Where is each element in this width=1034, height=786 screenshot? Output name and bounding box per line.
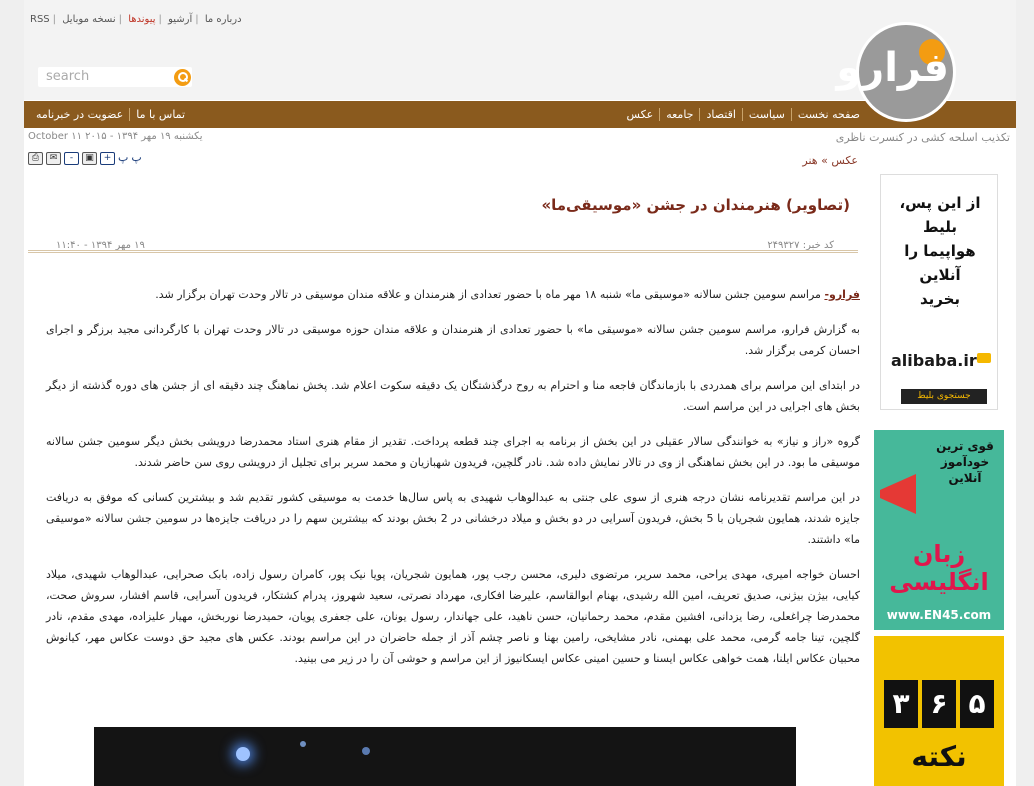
article-tools xyxy=(28,152,142,165)
email-icon[interactable]: ✉ xyxy=(46,152,61,165)
article-date: ۱۹ مهر ۱۳۹۴ - ۱۱:۴۰ xyxy=(56,240,145,251)
ad-line: انگلیسی xyxy=(889,568,989,596)
save-icon[interactable]: ▣ xyxy=(82,152,97,165)
breadcrumb[interactable]: عکس » هنر xyxy=(802,154,858,167)
font-increase-button[interactable]: + xyxy=(100,152,115,165)
ad-line: بخرید xyxy=(919,290,961,308)
article-paragraph: به گزارش فرارو، مراسم سومین جشن سالانه «موسیقی ما» با حضور تعدادی از هنرمندان و علاقه مندان حوزه موسیقی در تالار وحدت تهران با کارگردانی مجید برزگر و اجرای احسان کرمی برگزار شد. xyxy=(46,323,860,357)
search-input[interactable]: search xyxy=(38,67,192,87)
photo-light xyxy=(300,741,306,747)
lead-text: مراسم سومین جشن سالانه «موسیقی ما» شنبه ۱۸ مهر ماه با حضور تعدادی از هنرمندان و علاقه مندان موسیقی در تالار وحدت تهران برگزار شد. xyxy=(155,288,825,301)
ad-line: خودآموز xyxy=(940,455,990,469)
top-link-rss[interactable]: RSS xyxy=(30,14,50,25)
ad-english-head xyxy=(930,438,1000,486)
print-icon[interactable]: ⎙ xyxy=(28,152,43,165)
article-photo[interactable] xyxy=(94,727,796,786)
current-date: یکشنبه ۱۹ مهر ۱۳۹۴ - ۲۰۱۵ ۱۱ October xyxy=(28,131,203,142)
article-title: (تصاویر) هنرمندان در جشن «موسیقی‌ما» xyxy=(541,196,850,214)
article-paragraph: در ابتدای این مراسم برای همدردی با بازماندگان فاجعه منا و احترام به روح درگذشتگان یک دقیقه سکوت اعلام شد. پخش نماهنگ چند دقیقه ای از جشن های دوره گذشته از دیگر بخش های اجرایی در این مراسم است. xyxy=(46,379,860,413)
nav-item-politics[interactable]: سیاست xyxy=(742,108,791,121)
font-decrease-button[interactable]: - xyxy=(64,152,79,165)
sub-bar xyxy=(24,128,1016,148)
sidebar-ads xyxy=(874,130,1010,786)
lead-source[interactable]: فرارو- xyxy=(824,288,860,301)
article-paragraph: در این مراسم تقدیرنامه نشان درجه هنری از سوی علی جنتی به عبدالوهاب شهیدی به پاس سال‌ها خدمت به موسیقی کشور تقدیم شد و بیشترین کسانی که موفق به دریافت جایزه شدند، همایون شجریان با 5 بخش، فریدون آسرایی در دو بخش و میلاد درخشانی در 2 بخش بودند که بیشترین سهم را در دریافت جایزه‌ها در سومین جشن سالانه «موسیقی ما» داشتند. xyxy=(46,491,860,546)
nav-main xyxy=(621,101,866,128)
news-id: کد خبر: ۲۴۹۳۲۷ xyxy=(767,240,834,251)
search-icon[interactable] xyxy=(174,69,191,86)
font-label-small: پ xyxy=(131,151,142,164)
megaphone-icon xyxy=(880,474,916,514)
nav-item-home[interactable]: صفحه نخست xyxy=(791,108,866,121)
ad-line: آنلاین xyxy=(919,266,961,284)
ad-alibaba-text xyxy=(881,191,999,311)
left-gutter xyxy=(0,0,24,786)
ad-365-text: نکته xyxy=(911,740,967,773)
top-link-archive[interactable]: آرشیو xyxy=(168,14,193,25)
nav-item-photo[interactable]: عکس xyxy=(626,108,654,121)
top-link-mobile[interactable]: نسخه موبایل xyxy=(62,14,116,25)
nav-item-economy[interactable]: اقتصاد xyxy=(699,108,741,121)
separator: | xyxy=(158,14,162,25)
lead-paragraph xyxy=(46,284,860,305)
ad-digit: ۶ xyxy=(922,680,956,728)
photo-light xyxy=(236,747,250,761)
main-navbar xyxy=(24,101,1016,128)
article-paragraph: احسان خواجه امیری، مهدی یراحی، محمد سریر، مرتضوی دلیری، محسن رجب پور، همایون شجریان، پویا نیک پور، کامران رسول زاده، بابک صحرایی، عبدالوهاب شهیدی، میلاد کیایی، بیژن بیژنی، صدیق تعریف، امین الله رشیدی، بهنام ابوالقاسم، علیرضا افکاری، مهرداد نصرتی، سعید شهروز، پدرام کشتکار، فریدون آسرایی، قاسم افشار، سروش صحت، محمدرضا چراغعلی، رضا یزدانی، افشین مقدم، محمد رحمانیان، حسن ناهید، علی جهاندار، رسول یونان، علی جعفری پویان، حمیدرضا نوربخش، مهیار علیزاده، مهدی مقدم، نادر گلچین، تینا جامه گرمی، محمد علی بهمنی، نادر مشایخی، رامین بهنا و ناصر چشم آذر از جمله حاضران در این مراسم بودند. عکس های مجید حق دوست عکاس مهر، کیانوش محبیان عکاس ایلنا، همت خواهی عکاس ایسنا و حسین امینی عکاس ایسکانیوز از این مراسم و حوشی آن را در زیر می بینید. xyxy=(46,568,860,665)
ad-digit: ۳ xyxy=(884,680,918,728)
divider xyxy=(28,250,858,253)
ad-line: از این پس، xyxy=(899,194,981,212)
page xyxy=(24,0,1016,786)
top-links xyxy=(30,14,242,25)
ad-english-url: www.EN45.com xyxy=(886,608,992,622)
news-ticker[interactable]: تکذیب اسلحه کشی در کنسرت ناظری xyxy=(835,131,1010,144)
separator: | xyxy=(195,14,199,25)
nav-item-society[interactable]: جامعه xyxy=(659,108,699,121)
ad-line: هواپیما را xyxy=(904,242,976,260)
nav-item-newsletter[interactable]: عضویت در خبرنامه xyxy=(36,108,124,121)
article-paragraph: گروه «راز و نیاز» به خوانندگی سالار عقیلی در این بخش از برنامه به اجرای چند قطعه پرداخت. تقدیر از مقام هنری استاد محمدرضا درویشی بخش دیگر سومین جشن سالانه موسیقی ما بود. در این بخش نماهنگی از وی در تالار نمایش داده شد. نادر گلچین، فریدون شهبازیان و محمد سریر برای تجلیل از درویشی روی سن حاضر شدند. xyxy=(46,435,860,469)
logo-text: فرارو xyxy=(836,45,949,91)
ad-line: آنلاین xyxy=(948,471,982,485)
ad-line: زبان xyxy=(912,540,966,568)
ad-line: بلیط xyxy=(923,218,957,236)
ad-english-title xyxy=(874,540,1004,596)
article-body xyxy=(46,284,860,683)
ad-alibaba-brand: alibaba.ir xyxy=(891,351,977,370)
ad-digit: ۵ xyxy=(960,680,994,728)
nav-item-contact[interactable]: تماس با ما xyxy=(129,108,191,121)
ad-alibaba[interactable] xyxy=(880,174,998,410)
separator: | xyxy=(52,14,57,25)
separator: | xyxy=(118,14,123,25)
ad-line: قوی ترین xyxy=(936,439,994,453)
site-logo[interactable] xyxy=(836,22,956,122)
ad-365-digits xyxy=(884,680,994,728)
ad-alibaba-button[interactable]: جستجوی بلیط xyxy=(901,389,987,404)
ad-365[interactable] xyxy=(874,636,1004,786)
top-link-links[interactable]: پیوندها xyxy=(128,14,156,25)
ad-english[interactable] xyxy=(874,430,1004,630)
top-link-about[interactable]: درباره ما xyxy=(204,14,242,25)
right-gutter xyxy=(1016,0,1034,786)
photo-light xyxy=(362,747,370,755)
font-label-large: پ xyxy=(118,151,129,164)
nav-side xyxy=(30,101,191,128)
plane-icon xyxy=(977,353,991,363)
